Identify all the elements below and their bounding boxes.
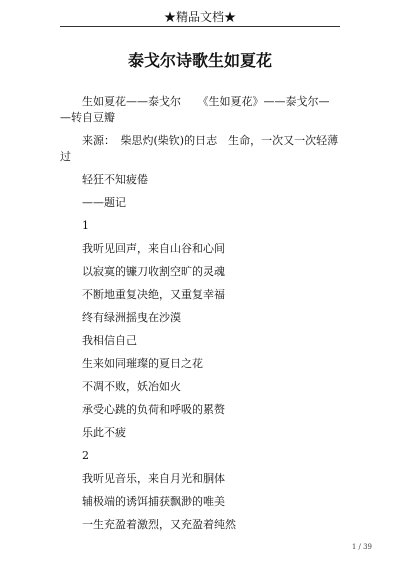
epigraph-attribution: ——题记 — [82, 196, 126, 209]
poem-line: 生来如同璀璨的夏日之花 — [82, 357, 203, 370]
header-divider — [60, 26, 340, 27]
poem-line: 我相信自己 — [82, 334, 137, 347]
section-number: 2 — [82, 449, 89, 462]
section-number: 1 — [82, 219, 89, 232]
poem-line: 不断地重复决绝，又重复幸福 — [82, 288, 225, 301]
poem-line: 我听见回声，来自山谷和心间 — [82, 242, 225, 255]
page-number: 1 / 39 — [351, 543, 372, 551]
poem-line: 辅极端的诱饵捕获飘渺的唯美 — [82, 495, 225, 508]
poem-line: 我听见音乐，来自月光和胴体 — [82, 472, 225, 485]
source-line-continued: 过 — [60, 150, 71, 163]
poem-line: 乐此不疲 — [82, 426, 126, 439]
intro-line-continued: —转自豆瓣 — [60, 111, 115, 124]
source-line: 来源： 柴思灼(柴钦)的日志 生命，一次又一次轻薄 — [82, 134, 339, 147]
poem-line: 终有绿洲摇曳在沙漠 — [82, 311, 181, 324]
poem-line: 以寂寞的镰刀收割空旷的灵魂 — [82, 265, 225, 278]
poem-line: 承受心跳的负荷和呼吸的累赘 — [82, 403, 225, 416]
epigraph-line: 轻狂不知疲倦 — [82, 173, 148, 186]
document-title: 泰戈尔诗歌生如夏花 — [127, 51, 272, 70]
document-body — [60, 94, 355, 540]
poem-line: 不凋不败，妖冶如火 — [82, 380, 181, 393]
poem-line: 一生充盈着激烈，又充盈着纯然 — [82, 518, 236, 531]
page-header: ★精品文档★ — [163, 10, 236, 24]
intro-line: 生如夏花——泰戈尔 《生如夏花》——泰戈尔— — [82, 95, 330, 108]
